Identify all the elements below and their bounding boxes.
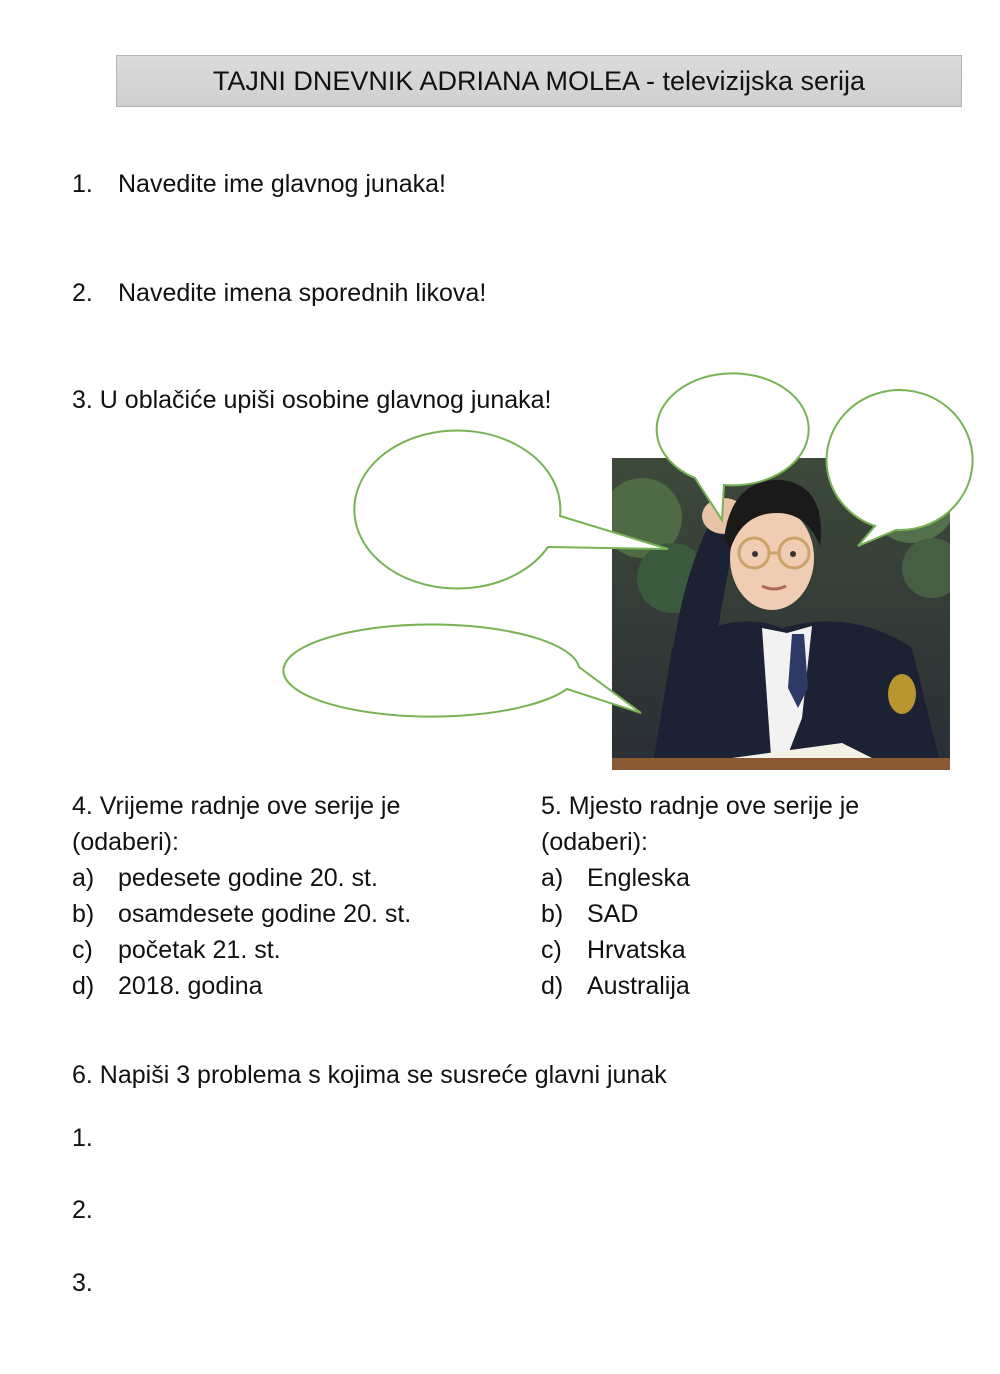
option-text: početak 21. st. bbox=[118, 936, 281, 964]
question-5 bbox=[541, 788, 859, 1004]
option-letter: c) bbox=[72, 936, 93, 964]
question-5-option-a[interactable] bbox=[541, 860, 859, 896]
option-text: pedesete godine 20. st. bbox=[118, 864, 378, 892]
option-text: SAD bbox=[587, 900, 639, 928]
answer-line-2[interactable]: 2. bbox=[72, 1196, 93, 1224]
question-4-option-d[interactable] bbox=[72, 968, 411, 1004]
option-letter: c) bbox=[541, 936, 562, 964]
option-letter: a) bbox=[72, 864, 95, 892]
worksheet-title: TAJNI DNEVNIK ADRIANA MOLEA - televizijska serija bbox=[116, 55, 962, 107]
option-letter: b) bbox=[541, 900, 564, 928]
question-6 bbox=[72, 1057, 667, 1093]
option-text: Engleska bbox=[587, 864, 690, 892]
question-5-instruction: (odaberi): bbox=[541, 828, 648, 856]
main-character-photo bbox=[612, 458, 950, 770]
question-1 bbox=[72, 166, 446, 202]
question-3 bbox=[72, 382, 551, 418]
option-text: Hrvatska bbox=[587, 936, 686, 964]
option-letter: d) bbox=[72, 972, 95, 1000]
question-2 bbox=[72, 275, 486, 311]
option-text: 2018. godina bbox=[118, 972, 263, 1000]
option-text: osamdesete godine 20. st. bbox=[118, 900, 412, 928]
answer-line-3[interactable]: 3. bbox=[72, 1269, 93, 1297]
question-1-text: Navedite ime glavnog junaka! bbox=[118, 170, 446, 198]
question-4-option-a[interactable] bbox=[72, 860, 411, 896]
option-letter: d) bbox=[541, 972, 564, 1000]
option-letter: a) bbox=[541, 864, 564, 892]
speech-bubble-bottom[interactable] bbox=[283, 625, 641, 717]
question-4-instruction: (odaberi): bbox=[72, 828, 179, 856]
question-2-text: Navedite imena sporednih likova! bbox=[118, 279, 487, 307]
option-text: Australija bbox=[587, 972, 690, 1000]
option-letter: b) bbox=[72, 900, 95, 928]
question-4 bbox=[72, 788, 411, 1004]
question-5-option-c[interactable] bbox=[541, 932, 859, 968]
question-4-option-b[interactable] bbox=[72, 896, 411, 932]
question-1-number: 1. bbox=[72, 170, 93, 198]
question-3-text: 3. U oblačiće upiši osobine glavnog junaka! bbox=[72, 386, 552, 414]
question-4-text: 4. Vrijeme radnje ove serije je bbox=[72, 792, 401, 820]
question-6-text: 6. Napiši 3 problema s kojima se susreće glavni junak bbox=[72, 1061, 667, 1089]
question-5-option-b[interactable] bbox=[541, 896, 859, 932]
character-illustration bbox=[612, 458, 950, 770]
answer-line-1[interactable]: 1. bbox=[72, 1124, 93, 1152]
question-5-text: 5. Mjesto radnje ove serije je bbox=[541, 792, 860, 820]
question-5-option-d[interactable] bbox=[541, 968, 859, 1004]
question-4-option-c[interactable] bbox=[72, 932, 411, 968]
question-2-number: 2. bbox=[72, 279, 93, 307]
